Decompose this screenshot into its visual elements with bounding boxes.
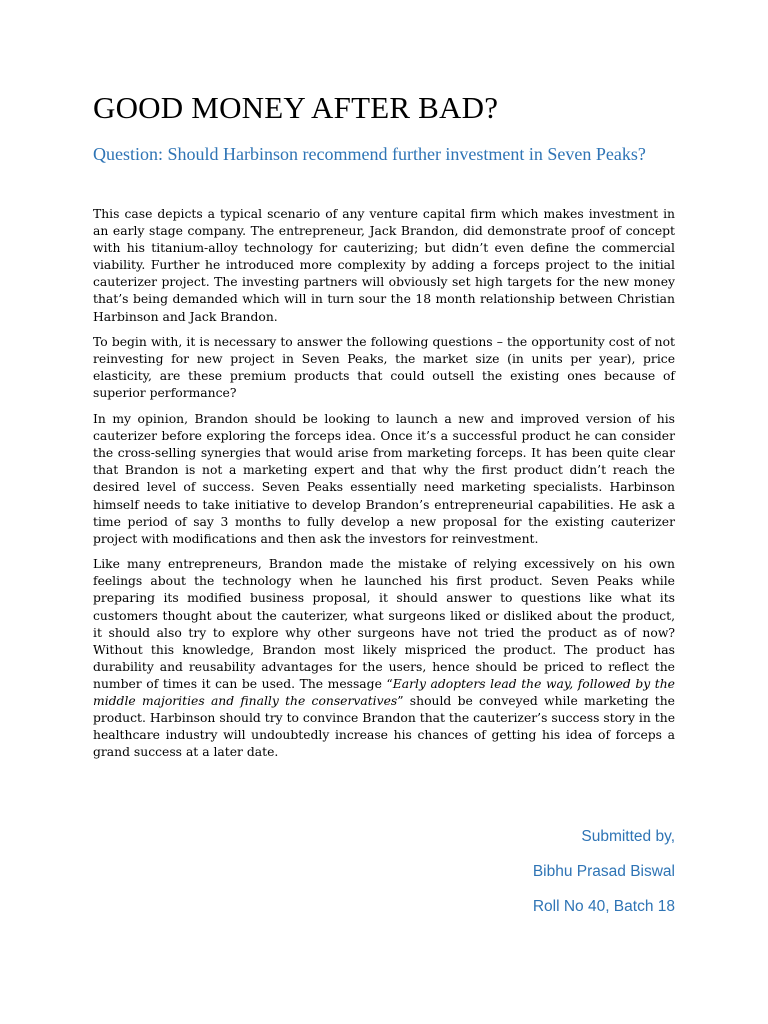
paragraph-4-text-after: ” should be conveyed while marketing the product. Harbinson should try to convince Brandon that the cauterizer’s success story in the healthcare industry will undoubtedly increase his chances of getting his idea of forceps a grand success at a later date. [93,694,675,760]
question-heading: Question: Should Harbinson recommend further investment in Seven Peaks? [93,144,646,164]
document-body [93,206,675,770]
paragraph-3: In my opinion, Brandon should be looking to launch a new and improved version of his cauterizer before exploring the forceps idea. Once it’s a successful product he can consider the cross-selling synergies that would arise from marketing forceps. It has been quite clear that Brandon is not a marketing expert and that why the first product didn’t reach the desired level of success. Seven Peaks essentially need marketing specialists. Harbinson himself needs to take initiative to develop Brandon’s entrepreneurial capabilities. He ask a time period of say 3 months to fully develop a new proposal for the existing cauterizer project with modifications and then ask the investors for reinvestment. [93,412,675,546]
signature-block [533,825,675,930]
submitted-by-label: Submitted by, [581,828,675,845]
author-name: Bibhu Prasad Biswal [532,863,675,880]
paragraph-4-quote: Early adopters lead the way, followed by the middle majorities and finally the conservatives [93,676,675,709]
paragraph-4 [93,556,675,761]
paragraph-2: To begin with, it is necessary to answer the following questions – the opportunity cost of not reinvesting for new project in Seven Peaks, the market size (in units per year), price elasticity, are these premium products that could outsell the existing ones because of superior performance? [93,335,675,401]
paragraph-1: This case depicts a typical scenario of any venture capital firm which makes investment in an early stage company. The entrepreneur, Jack Brandon, did demonstrate proof of concept with his titanium-alloy technology for cauterizing; but didn’t even define the commercial viability. Further he introduced more complexity by adding a forceps project to the initial cauterizer project. The investing partners will obviously set high targets for the new money that’s being demanded which will in turn sour the 18 month relationship between Christian Harbinson and Jack Brandon. [93,207,675,324]
document-title: GOOD MONEY AFTER BAD? [93,90,499,125]
paragraph-4-text-before: Like many entrepreneurs, Brandon made the mistake of relying excessively on his own feelings about the technology when he launched his first product. Seven Peaks while preparing its modified business proposal, it should answer to questions like what its customers thought about the cauterizer, what surgeons liked or disliked about the product, it should also try to explore why other surgeons have not tried the product as of now? Without this knowledge, Brandon most likely mispriced the product. The product has durability and reusability advantages for the users, hence should be priced to reflect the number of times it can be used. The message “ [93,557,675,691]
roll-batch: Roll No 40, Batch 18 [532,898,675,915]
